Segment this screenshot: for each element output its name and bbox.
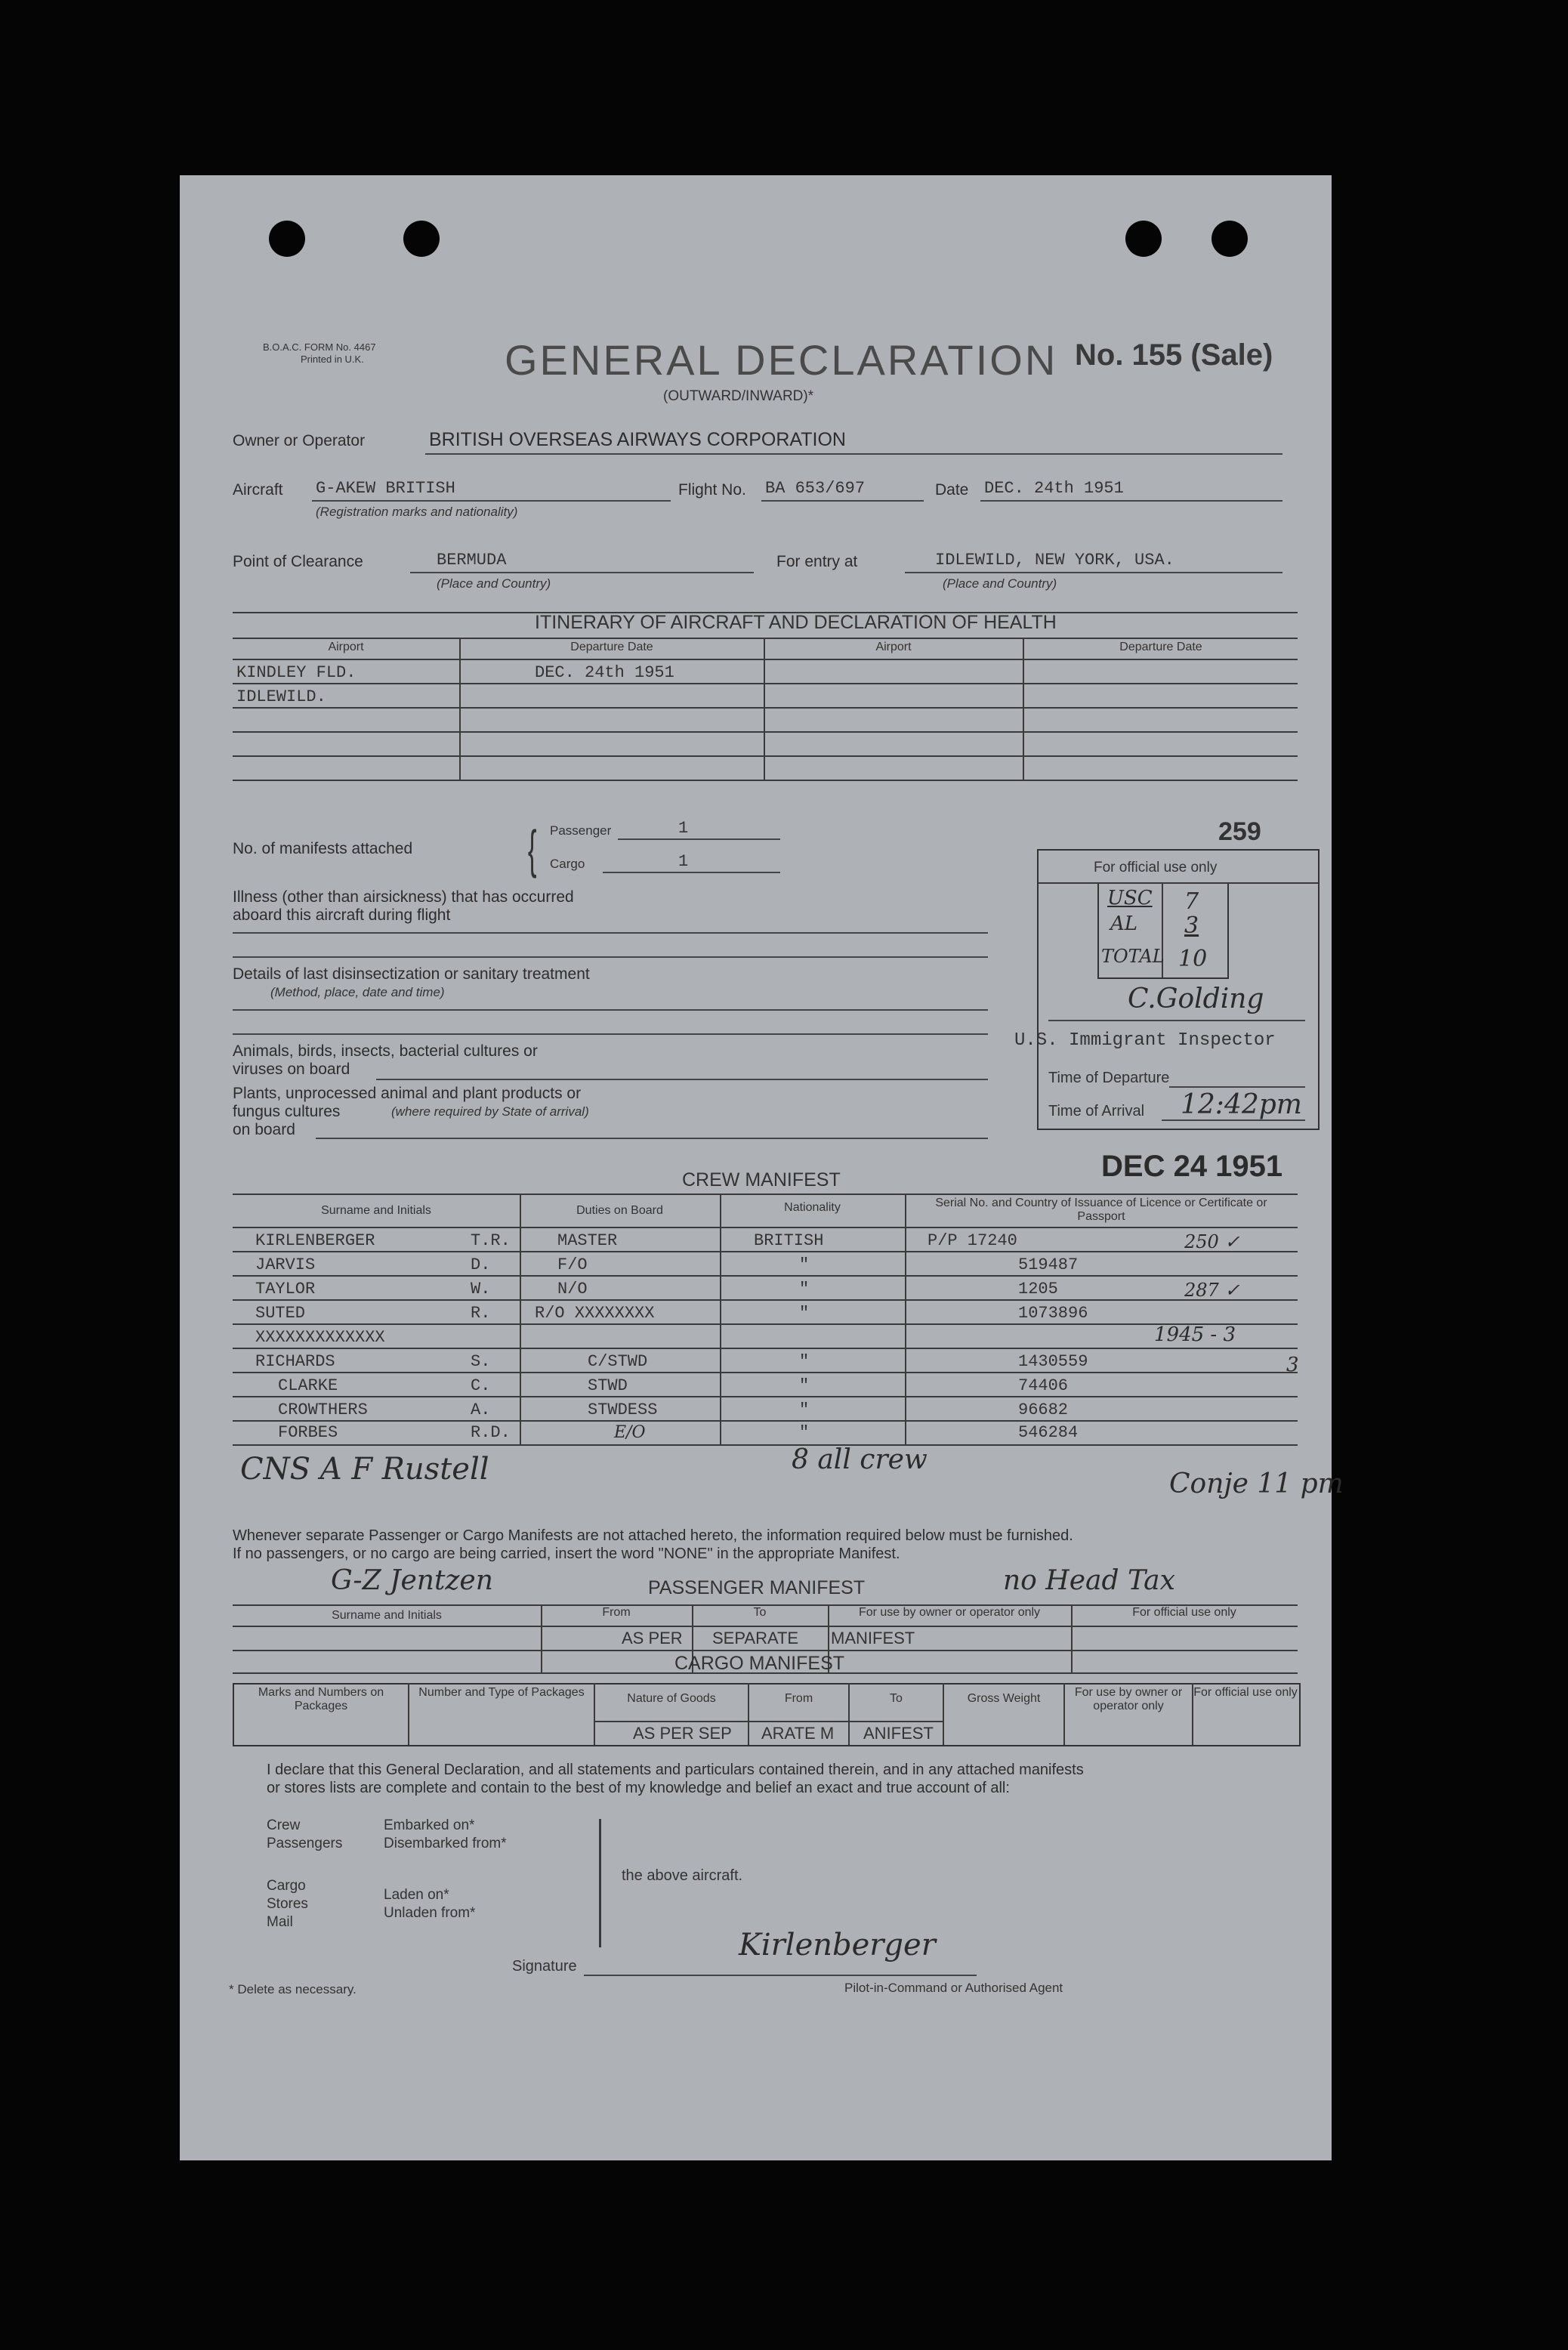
declaration-text-2: or stores lists are complete and contain to the best of my knowledge and belief an exact and true account of all: [267, 1780, 1010, 1796]
crew-surname: CROWTHERS [278, 1400, 368, 1419]
official-al-value: 3 [1184, 913, 1199, 939]
crew-initials: A. [471, 1400, 491, 1419]
crew-surname: FORBES [278, 1423, 338, 1442]
crew-duty: R/O XXXXXXXX [535, 1304, 655, 1323]
crew-surname: JARVIS [255, 1255, 316, 1274]
form-number: No. 155 (Sale) [1075, 338, 1273, 372]
animals-label: Animals, birds, insects, bacterial cultures or [233, 1042, 538, 1060]
owner-value: BRITISH OVERSEAS AIRWAYS CORPORATION [429, 429, 846, 450]
manifests-label: No. of manifests attached [233, 840, 413, 857]
arrival-label: Time of Arrival [1048, 1103, 1145, 1119]
crew-nationality: " [799, 1304, 810, 1323]
aircraft-note: (Registration marks and nationality) [316, 505, 518, 519]
plants-label-3: on board [233, 1121, 295, 1138]
itinerary-header-date: Departure Date [570, 641, 653, 653]
signature-value: Kirlenberger [739, 1928, 936, 1962]
stamp-number: 259 [1218, 817, 1261, 846]
cargo-header-owner: For use by owner or operator only [1074, 1686, 1183, 1712]
itinerary-header-airport: Airport [328, 641, 364, 653]
crew-header-duties: Duties on Board [576, 1204, 663, 1217]
form-print: Printed in U.K. [301, 354, 364, 365]
cargo-title: CARGO MANIFEST [674, 1653, 845, 1674]
inspector-label: U.S. Immigrant Inspector [1014, 1030, 1276, 1051]
crew-initials: W. [471, 1280, 491, 1299]
cargo-header-number: Number and Type of Packages [418, 1686, 585, 1699]
flight-label: Flight No. [678, 481, 746, 499]
clearance-label: Point of Clearance [233, 553, 363, 570]
crew-initials: R.D. [471, 1423, 511, 1442]
manifest-note-1: Whenever separate Passenger or Cargo Manifests are not attached hereto, the information required below must be furnished. [233, 1527, 1073, 1544]
passenger-handwritten-right: no Head Tax [1003, 1565, 1175, 1596]
cargo-row-b: ARATE M [761, 1724, 835, 1743]
crew-duty: MASTER [557, 1231, 618, 1250]
flight-value: BA 653/697 [765, 479, 866, 498]
crew-surname: XXXXXXXXXXXXX [255, 1328, 385, 1347]
crew-handwritten-cns: CNS A F Rustell [240, 1452, 489, 1487]
inspector-signature: C.Golding [1128, 984, 1264, 1014]
crew-duty: C/STWD [588, 1352, 648, 1371]
plants-note: (where required by State of arrival) [391, 1104, 589, 1119]
cargo-header-to: To [890, 1692, 903, 1705]
passenger-header-owner: For use by owner or operator only [858, 1606, 1041, 1619]
declaration-form: B.O.A.C. FORM No. 4467 Printed in U.K. GENERAL DECLARATION No. 155 (Sale) (OUTWARD/INWARD)* Owner or Operator BRITISH OVERSEAS AIRWAYS CORPORATION Aircraft G-AKEW BRITISH (Registration marks and nationality) Flight No. BA 653/697 Date DEC. 24th 1951 Point of Clearance BERMUDA (Place and Country) For entry at IDLEWILD, NEW YORK, USA. (Place and Country) ITINERARY OF AIRCRAFT AND DECLARATION OF HEALTH Airport Departure Date Airport Departure Date KINDLEY FLD. DEC. 24th 1951 IDLEWILD. No. of manifests attached { Passenger 1 Cargo 1 Illness (other than airsickness) that has occurred aboard this aircraft during flight Details of last disinsectization or sanitary treatment (Method, place, date and time) Animals, birds, insects, bacterial cultures or viruses on board Plants, unprocessed animal and plant products or fungus cultures (where required by State of arrival) on board 259 For official use only USC 7 AL 3 TOTAL 10 C.Golding U.S. Immigrant Inspector Time of Departure Time of Arrival 12:42pm DEC 24 1951 CREW MANIFEST Surname and Initials Duties on Board Nationality Serial No. and Country of Issuance of Licence or Certificate or Passport KIRLENBERGER T.R. MASTER BRITISH P/P 17240 250 ✓ JARVIS D. F/O " 519487 TAYLOR W. N/O " 1205 287 ✓ SUTED R. R/O XXXXXXXX " 1073896 1945 - 3 XXXXXXXXXXXXX RICHARDS S. C/STWD " 1430559 3 CLARKE C. STWD " 74406 CROWTHERS A. STWDESS " 96682 FORBES R.D. E/O " 546284 CNS A F Rustell 8 all crew Conje 11 pm Whenever separate Passenger or Cargo Manifests are not attached hereto, the information required below must be furnished. If no passengers, or no cargo are being carried, insert the word "NONE" in the appropriate Manifest. G-Z Jentzen PASSENGER MANIFEST no Head Tax Surname and Initials From To For use by owner or operator only For official use only AS PER SEPARATE MANIFEST CARGO MANIFEST Marks and Numbers on Packages Number and Type of Packages Nature of Goods From To Gross Weight For use by owner or operator only For official use only AS PER SEP ARATE M ANIFEST I declare that this General Declaration, and all statements and particulars contained therein, and in any attached manifests or stores lists are complete and contain to the best of my knowledge and belief an exact and true account of all: Crew Passengers Embarked on* Disembarked from* Cargo Stores Mail Laden on* Unladen from* the above aircraft. Signature Kirlenberger Pilot-in-Command or Authorised Agent * Delete as necessary. [180, 175, 1332, 2160]
passenger-row-from: AS PER [622, 1629, 683, 1647]
official-usc-value: 7 [1184, 888, 1199, 915]
animals-label-2: viruses on board [233, 1061, 350, 1078]
plants-label-2: fungus cultures [233, 1103, 341, 1120]
clearance-note: (Place and Country) [437, 576, 551, 591]
plants-label: Plants, unprocessed animal and plant products or [233, 1085, 582, 1102]
crew-initials: R. [471, 1304, 491, 1323]
passengers-label: Passengers [267, 1836, 343, 1851]
crew-note: 287 ✓ [1184, 1280, 1240, 1301]
owner-label: Owner or Operator [233, 432, 366, 449]
cargo-decl-label: Cargo [267, 1878, 306, 1894]
date-stamp: DEC 24 1951 [1101, 1150, 1283, 1183]
passenger-count: 1 [678, 819, 689, 838]
crew-initials: D. [471, 1255, 491, 1274]
cargo-row-a: AS PER SEP [633, 1724, 732, 1743]
punch-hole-icon [1211, 221, 1248, 257]
cargo-row-c: ANIFEST [863, 1724, 934, 1743]
crew-nationality: " [799, 1352, 810, 1371]
crew-surname: RICHARDS [255, 1352, 335, 1371]
crew-serial: 546284 [1018, 1423, 1079, 1442]
crew-duty: STWDESS [588, 1400, 658, 1419]
crew-duty: N/O [557, 1280, 588, 1299]
crew-header-nationality: Nationality [784, 1201, 841, 1214]
signature-caption: Pilot-in-Command or Authorised Agent [844, 1981, 1063, 1995]
official-total: TOTAL [1101, 946, 1165, 967]
crew-label: Crew [267, 1817, 301, 1833]
crew-handwritten-sign: Conje 11 pm [1169, 1468, 1344, 1499]
crew-nationality: " [799, 1400, 810, 1419]
itinerary-header-airport: Airport [875, 641, 912, 653]
itinerary-airport-2: IDLEWILD. [236, 687, 326, 706]
stores-label: Stores [267, 1896, 308, 1912]
crew-duty: F/O [557, 1255, 588, 1274]
laden-label: Laden on* [384, 1887, 449, 1903]
punch-hole-icon [1125, 221, 1162, 257]
crew-duty: E/O [614, 1423, 646, 1442]
cargo-header-nature: Nature of Goods [627, 1692, 716, 1705]
passenger-row-owner: MANIFEST [831, 1629, 915, 1647]
punch-hole-icon [403, 221, 440, 257]
crew-initials: T.R. [471, 1231, 511, 1250]
crew-nationality: " [799, 1423, 810, 1442]
official-total-value: 10 [1178, 946, 1208, 972]
passenger-header-surname: Surname and Initials [332, 1609, 442, 1622]
passenger-header-official: For official use only [1132, 1606, 1236, 1619]
illness-label-2: aboard this aircraft during flight [233, 906, 451, 924]
crew-nationality: " [799, 1280, 810, 1299]
mail-label: Mail [267, 1914, 293, 1930]
crew-initials: S. [471, 1352, 491, 1371]
itinerary-airport-1: KINDLEY FLD. [236, 663, 357, 682]
crew-serial: 1430559 [1018, 1352, 1088, 1371]
crew-serial: 1205 [1018, 1280, 1058, 1299]
clearance-value: BERMUDA [437, 551, 507, 570]
crew-initials: C. [471, 1376, 491, 1395]
entry-value: IDLEWILD, NEW YORK, USA. [935, 551, 1174, 570]
disinsect-label: Details of last disinsectization or sanitary treatment [233, 965, 590, 983]
departure-label: Time of Departure [1048, 1070, 1170, 1086]
disembarked-label: Disembarked from* [384, 1836, 507, 1851]
crew-title: CREW MANIFEST [682, 1169, 841, 1190]
passenger-header-from: From [602, 1606, 631, 1619]
itinerary-title: ITINERARY OF AIRCRAFT AND DECLARATION OF HEALTH [535, 612, 1057, 633]
declaration-text-1: I declare that this General Declaration, and all statements and particulars contained therein, and in any attached manifests [267, 1762, 1084, 1778]
official-title: For official use only [1094, 860, 1218, 875]
crew-handwritten-total: 8 all crew [792, 1444, 928, 1475]
crew-surname: KIRLENBERGER [255, 1231, 375, 1250]
crew-surname: TAYLOR [255, 1280, 316, 1299]
date-value: DEC. 24th 1951 [984, 479, 1124, 498]
crew-serial: 74406 [1018, 1376, 1069, 1395]
signature-label: Signature [512, 1958, 577, 1975]
entry-label: For entry at [776, 553, 858, 570]
official-al: AL [1110, 913, 1138, 935]
crew-surname: CLARKE [278, 1376, 338, 1395]
page-title: GENERAL DECLARATION [505, 336, 1058, 384]
crew-serial: 519487 [1018, 1255, 1079, 1274]
aircraft-label: Aircraft [233, 481, 283, 499]
crew-serial: 1073896 [1018, 1304, 1088, 1323]
itinerary-date-1: DEC. 24th 1951 [535, 663, 674, 682]
crew-surname: SUTED [255, 1304, 306, 1323]
aircraft-value: G-AKEW BRITISH [316, 479, 455, 498]
crew-header-serial: Serial No. and Country of Issuance of Licence or Certificate or Passport [935, 1197, 1267, 1223]
date-label: Date [935, 481, 969, 499]
official-usc: USC [1107, 887, 1153, 909]
arrival-value: 12:42pm [1181, 1089, 1302, 1120]
subtitle: (OUTWARD/INWARD)* [663, 388, 814, 404]
above-aircraft: the above aircraft. [622, 1867, 743, 1884]
footnote: * Delete as necessary. [229, 1982, 357, 1996]
crew-header-surname: Surname and Initials [321, 1204, 431, 1217]
embarked-label: Embarked on* [384, 1817, 475, 1833]
crew-nationality: " [799, 1376, 810, 1395]
manifest-note-2: If no passengers, or no cargo are being carried, insert the word "NONE" in the appropriate Manifest. [233, 1546, 900, 1562]
crew-duty: STWD [588, 1376, 628, 1395]
passenger-header-to: To [753, 1606, 767, 1619]
passenger-label: Passenger [550, 823, 612, 838]
crew-note: 3 [1286, 1354, 1299, 1376]
cargo-header-marks: Marks and Numbers on Packages [258, 1686, 384, 1712]
disinsect-note: (Method, place, date and time) [270, 985, 445, 999]
punch-hole-icon [269, 221, 305, 257]
cargo-header-official: For official use only [1193, 1686, 1298, 1699]
itinerary-header-date: Departure Date [1119, 641, 1202, 653]
cargo-label: Cargo [550, 857, 585, 871]
crew-note: 250 ✓ [1184, 1231, 1240, 1252]
passenger-handwritten-left: G-Z Jentzen [331, 1565, 493, 1596]
crew-nationality: " [799, 1255, 810, 1274]
passenger-title: PASSENGER MANIFEST [648, 1577, 866, 1598]
passenger-row-to: SEPARATE [712, 1629, 799, 1647]
cargo-header-from: From [784, 1692, 813, 1705]
cargo-count: 1 [678, 852, 689, 871]
cargo-header-weight: Gross Weight [967, 1692, 1041, 1705]
crew-serial: P/P 17240 [928, 1231, 1017, 1250]
form-id: B.O.A.C. FORM No. 4467 [263, 341, 376, 353]
crew-serial: 96682 [1018, 1400, 1069, 1419]
unladen-label: Unladen from* [384, 1905, 476, 1921]
illness-label: Illness (other than airsickness) that has occurred [233, 888, 574, 906]
entry-note: (Place and Country) [943, 576, 1057, 591]
crew-note: 1945 - 3 [1154, 1323, 1236, 1346]
crew-nationality: BRITISH [754, 1231, 824, 1250]
